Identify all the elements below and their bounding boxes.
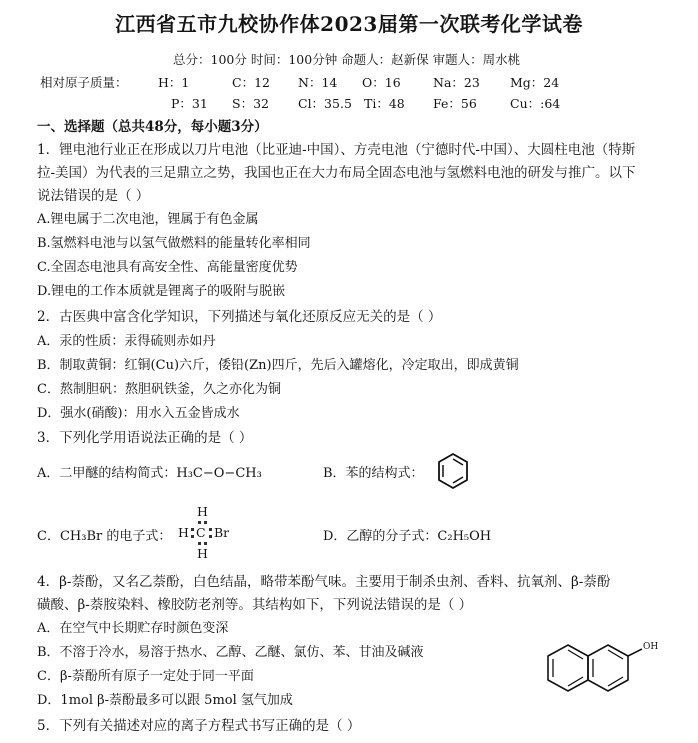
q3-option-d: D．乙醇的分子式：C₂H₅OH bbox=[323, 529, 492, 544]
benzene-structure-icon bbox=[436, 452, 470, 490]
lewis-c-center: C bbox=[196, 525, 206, 540]
q4-stem-line2: 磺酸、β-萘胺染料、橡胶防老剂等。其结构如下，下列说法错误的是（ ） bbox=[37, 597, 473, 613]
q4-option-d: D．1mol β-萘酚最多可以跟 5mol 氢气加成 bbox=[37, 693, 293, 708]
atomic-mass-c: C：12 bbox=[232, 75, 270, 90]
lewis-h-bottom: H bbox=[197, 546, 208, 561]
section-heading: 一、选择题（总共48分，每小题3分） bbox=[37, 119, 268, 135]
atomic-mass-ti: Ti：48 bbox=[364, 96, 405, 111]
q2-stem: 2．古医典中富含化学知识，下列描述与氧化还原反应无关的是（ ） bbox=[37, 309, 442, 325]
atomic-mass-h: H：1 bbox=[158, 75, 190, 90]
q3-option-b: B．苯的结构式： bbox=[323, 466, 424, 481]
electron-dot bbox=[209, 528, 212, 531]
q4-option-b: B．不溶于冷水，易溶于热水、乙醇、乙醚、氯仿、苯、甘油及碱液 bbox=[37, 645, 424, 660]
q4-option-a: A．在空气中长期贮存时颜色变深 bbox=[37, 621, 229, 636]
q1-stem-line2: 拉-美国）为代表的三足鼎立之势，我国也正在大力布局全固态电池与氢燃料电池的研发与推广。以下 bbox=[37, 165, 636, 181]
atomic-mass-cu: Cu：:64 bbox=[510, 96, 561, 111]
q3-option-c: C．CH₃Br 的电子式： bbox=[37, 529, 172, 544]
lewis-h-left: H bbox=[178, 525, 189, 540]
exam-meta: 总分：100分 时间：100分钟 命题人：赵新保 审题人：周水桃 bbox=[173, 52, 521, 67]
q1-option-b: B.氢燃料电池与以氢气做燃料的能量转化率相同 bbox=[37, 236, 311, 251]
q4-option-c: C．β-萘酚所有原子一定处于同一平面 bbox=[37, 669, 254, 684]
beta-naphthol-structure-icon bbox=[538, 636, 659, 706]
oh-group-label: OH bbox=[643, 642, 659, 652]
atomic-mass-na: Na：23 bbox=[433, 75, 480, 90]
q2-option-b: B．制取黄铜：红铜(Cu)六斤，倭铅(Zn)四斤，先后入罐熔化，冷定取出，即成黄铜 bbox=[37, 358, 519, 373]
electron-dot bbox=[191, 535, 194, 538]
q1-option-a: A.锂电属于二次电池，锂属于有色金属 bbox=[37, 212, 259, 227]
q2-option-a: A．汞的性质：汞得硫则赤如丹 bbox=[37, 334, 216, 349]
q1-option-d: D.锂电的工作本质就是锂离子的吸附与脱嵌 bbox=[37, 284, 286, 299]
atomic-mass-o: O：16 bbox=[362, 75, 401, 90]
q3-stem: 3．下列化学用语说法正确的是（ ） bbox=[37, 430, 253, 446]
lewis-h-top: H bbox=[197, 504, 208, 519]
q1-stem-line3: 说法错误的是（ ） bbox=[37, 188, 150, 204]
electron-dot bbox=[209, 535, 212, 538]
q2-option-d: D．强水(硝酸)：用水入五金皆成水 bbox=[37, 406, 240, 421]
atomic-mass-cl: Cl：35.5 bbox=[298, 96, 352, 111]
electron-dot bbox=[198, 521, 201, 524]
electron-dot bbox=[204, 542, 207, 545]
atomic-mass-s: S：32 bbox=[232, 96, 269, 111]
atomic-mass-n: N：14 bbox=[298, 75, 338, 90]
q1-option-c: C.全固态电池具有高安全性、高能量密度优势 bbox=[37, 260, 298, 275]
atomic-mass-fe: Fe：56 bbox=[433, 96, 477, 111]
atomic-mass-mg: Mg：24 bbox=[510, 75, 560, 90]
electron-dot bbox=[204, 521, 207, 524]
lewis-br-right: Br bbox=[214, 525, 230, 540]
q1-stem-line1: 1．锂电池行业正在形成以刀片电池（比亚迪-中国）、方壳电池（宁德时代-中国）、大圆柱电池（特斯 bbox=[37, 142, 636, 158]
atomic-mass-p: P：31 bbox=[171, 96, 208, 111]
q5-stem: 5．下列有关描述对应的离子方程式书写正确的是（ ） bbox=[37, 718, 361, 734]
exam-title: 江西省五市九校协作体2023届第一次联考化学试卷 bbox=[115, 12, 583, 36]
q3-option-a: A．二甲醚的结构简式：H₃C−O−CH₃ bbox=[37, 466, 262, 481]
q4-stem-line1: 4．β-萘酚，又名乙萘酚，白色结晶，略带苯酚气味。主要用于制杀虫剂、香料、抗氧剂、β-萘酚 bbox=[37, 574, 611, 590]
electron-dot bbox=[191, 528, 194, 531]
electron-dot bbox=[198, 542, 201, 545]
q2-option-c: C．熬制胆矾：熬胆矾铁釜，久之亦化为铜 bbox=[37, 382, 281, 397]
atomic-mass-label: 相对原子质量： bbox=[40, 75, 128, 90]
